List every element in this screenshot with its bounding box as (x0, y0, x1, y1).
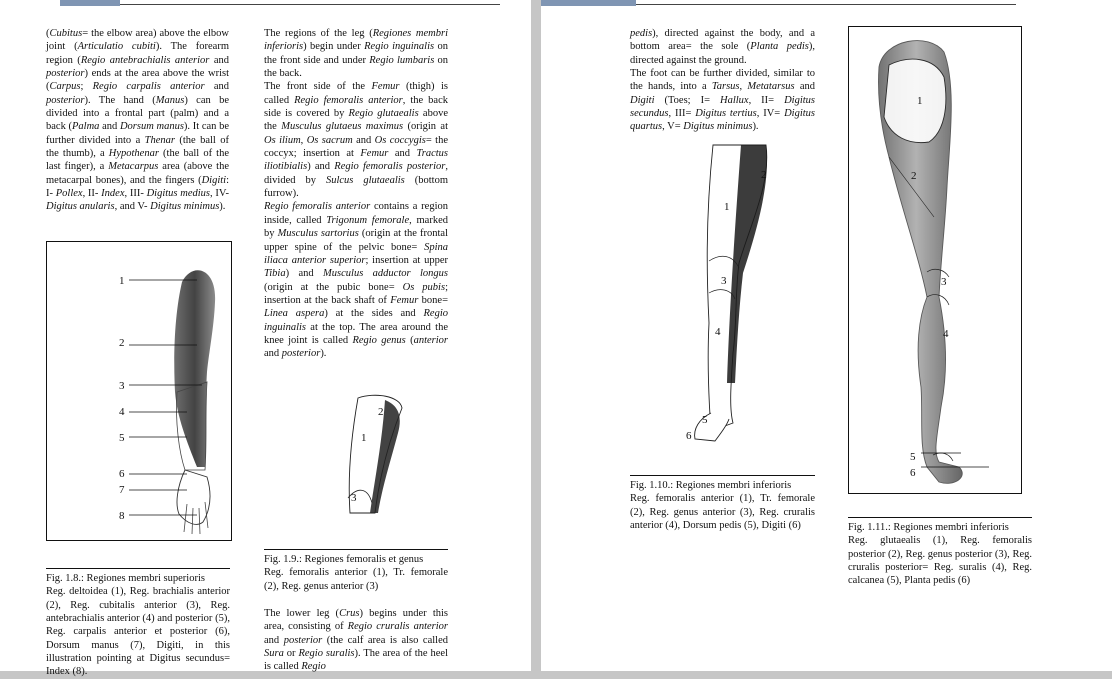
leg-back-illustration (849, 27, 1021, 493)
caption-rule (46, 568, 230, 569)
text-run: , (739, 81, 748, 93)
figure-1-8-caption (46, 568, 230, 679)
paragraph (264, 200, 448, 360)
paragraph (264, 80, 448, 200)
left-page (0, 0, 531, 678)
italic-term: Sulcus glutaealis (325, 174, 405, 186)
text-run: = the coccyx; insertion at (264, 134, 448, 160)
text-run: and (99, 121, 120, 133)
text-run: , the back side is covered by (264, 94, 449, 120)
text-run: ). The forearm region ( (46, 41, 229, 66)
text-run: ), directed against the body, and a bottom area= the sole ( (630, 28, 815, 53)
text-run: (Toes; I= (654, 94, 720, 106)
text-run: and (264, 348, 282, 360)
text-run: , III= (668, 108, 696, 120)
italic-term: Index (101, 188, 125, 200)
text-run: and (204, 81, 229, 93)
italic-term: Regio inguinalis (364, 41, 435, 53)
figure-label: 2 (378, 406, 384, 418)
header-tab (60, 0, 120, 6)
italic-term: Musculus sartorius (277, 228, 359, 240)
figure-label: 3 (721, 275, 727, 287)
left-column-2-bottom (264, 607, 448, 674)
hand-shape (177, 470, 210, 524)
text-run: ; (80, 81, 93, 93)
text-run: ) begin under (303, 41, 365, 53)
italic-term: Regio femoralis anterior (264, 201, 371, 213)
italic-term: Os coccygis (374, 134, 426, 146)
italic-term: Digitus tertius (695, 108, 757, 120)
text-run: or (283, 648, 299, 660)
text-run: , V= (662, 121, 684, 133)
text-run: and (352, 134, 375, 146)
paragraph (630, 67, 815, 134)
text-run: ). (219, 201, 226, 213)
italic-term: Crus (339, 608, 360, 619)
text-run: ) begins under this area, consisting of (264, 608, 448, 633)
caption-body: Reg. glutaealis (1), Reg. femoralis posterior (2), Reg. genus posterior (3), Reg. cruralis posterior= Reg. suralis (4), Reg. calcanea (5), Planta pedis (6) (848, 535, 1032, 587)
italic-term: Regio lumbaris (369, 54, 435, 66)
figure-label: 5 (119, 432, 125, 444)
italic-term: Spina iliaca anterior superior (264, 241, 448, 266)
figure-label: 5 (702, 414, 708, 426)
italic-term: Tarsus (711, 81, 740, 93)
italic-term: Regio femoralis posterior (334, 161, 446, 173)
text-run: (origin at the frontal upper spine of the pelvic bone= (264, 228, 448, 253)
right-column-1 (630, 27, 815, 134)
text-run: ) ends at the area above the wrist ( (46, 68, 229, 93)
text-run: ) and (285, 268, 324, 280)
text-run: , and V- (114, 201, 151, 213)
italic-term: Digiti (630, 94, 655, 106)
italic-term: Sura (264, 648, 284, 660)
figure-label: 3 (351, 492, 357, 504)
italic-term: Digitus medius (146, 188, 210, 200)
italic-term: Os pubis (402, 281, 446, 293)
italic-term: Carpus (49, 81, 81, 93)
text-run: The regions of the leg ( (264, 28, 373, 39)
text-run: (bottom furrow). (264, 174, 448, 200)
italic-term: Digiti (201, 174, 227, 186)
text-run: bone= (418, 294, 448, 306)
italic-term: Regio genus (352, 334, 406, 346)
italic-term: Regio femoralis anterior (294, 94, 403, 106)
text-run: ). The hand ( (84, 94, 156, 106)
italic-term: posterior (283, 634, 323, 646)
text-run: ( (46, 28, 50, 39)
text-run: at the top. The area around the knee joint is called (264, 321, 448, 346)
italic-term: Femur (360, 148, 389, 160)
italic-term: Metatarsus (747, 81, 795, 93)
caption-body: Reg. deltoidea (1), Reg. brachialis anterior (2), Reg. cubitalis anterior (3), Reg. antebrachialis anterior (4) and posterior (5), Reg. carpalis anterior et posterior (6), Dorsum manus (7), Digiti, in this illustration pointing at Digitus secundus= Index (8). (46, 586, 230, 678)
caption-title: Fig. 1.11.: Regiones membri inferioris (848, 522, 1009, 533)
text-run: area (above the metacarpal bones), and the fingers ( (46, 161, 230, 186)
header-rule (120, 0, 500, 5)
text-run: ; insertion at upper (365, 254, 448, 266)
figure-1-8 (46, 241, 232, 541)
text-run: ). (752, 121, 759, 133)
italic-term: posterior (281, 348, 321, 360)
right-page (541, 0, 1112, 671)
paragraph (630, 27, 815, 67)
figure-label: 2 (119, 337, 125, 349)
text-run: (thigh) is called (264, 81, 448, 106)
text-run: ). (320, 348, 327, 360)
italic-term: Linea aspera (264, 308, 325, 320)
figure-label: 6 (686, 430, 692, 442)
page-gutter (531, 0, 541, 671)
caption-rule (630, 475, 815, 476)
paragraph (264, 607, 448, 674)
arm-illustration (47, 242, 231, 540)
italic-term: Femur (390, 294, 419, 306)
italic-term: Digitus anularis (46, 201, 115, 213)
figure-label: 4 (943, 328, 949, 340)
figure-1-10 (671, 143, 781, 448)
text-run: , II- (82, 188, 102, 200)
figure-label: 6 (910, 467, 916, 479)
caption-body: Reg. femoralis anterior (1), Tr. femorale (2), Reg. genus anterior (3) (264, 567, 448, 592)
figure-label: 3 (941, 276, 947, 288)
italic-term: Digitus minimus (683, 121, 753, 133)
text-run: above the (264, 108, 448, 133)
text-run: ) can be divided into a frontal part (palm) and a back ( (46, 94, 229, 133)
text-run: , III- (124, 188, 147, 200)
thigh-illustration (330, 388, 410, 513)
italic-term: Palma (72, 121, 100, 133)
italic-term: Cubitus (49, 28, 83, 39)
figure-label: 7 (119, 484, 125, 496)
text-run: ). The area of the heel is called (264, 648, 449, 673)
italic-term: posterior (46, 68, 85, 80)
caption-title: Fig. 1.8.: Regiones membri superioris (46, 573, 205, 584)
text-run: (origin at the pubic bone= (264, 281, 403, 293)
italic-term: Regio suralis (298, 648, 355, 660)
italic-term: Trigonum femorale (326, 214, 410, 226)
arm-shape (174, 270, 215, 467)
text-run: ) and (307, 161, 335, 173)
italic-term: Regio cruralis anterior (347, 621, 448, 633)
figure-1-10-caption (630, 475, 815, 532)
italic-term: Thenar (144, 134, 175, 146)
text-run: , (300, 134, 307, 146)
text-run: on the front side and under (264, 41, 449, 66)
italic-term: Hallux (719, 94, 749, 106)
text-run: and (388, 148, 417, 160)
italic-term: Digitus secundus (630, 94, 815, 120)
text-run: , divided by (264, 161, 448, 186)
left-column-2 (264, 27, 448, 361)
italic-term: Hypothenar (108, 148, 159, 160)
italic-term: Regiones membri inferioris (264, 28, 448, 53)
italic-term: Digitus minimus (150, 201, 220, 213)
italic-term: Musculus glutaeus maximus (281, 121, 404, 133)
figure-label: 1 (361, 432, 367, 444)
text-run: contains a region inside, called (264, 201, 448, 226)
text-run: , IV= (756, 108, 785, 120)
text-run: ; insertion at the back shaft of (264, 281, 448, 306)
italic-term: anterior (413, 334, 448, 346)
text-run: = the elbow area) above the elbow joint ( (46, 28, 229, 53)
text-run: and (209, 54, 230, 66)
caption-title: Fig. 1.9.: Regiones femoralis et genus (264, 554, 424, 565)
italic-term: Digitus quartus (630, 108, 815, 133)
figure-1-11-caption (848, 517, 1032, 588)
figure-label: 1 (917, 95, 923, 107)
italic-term: Regio inguinalis (264, 308, 449, 333)
figure-label: 1 (119, 275, 125, 287)
italic-term: Musculus adductor longus (323, 268, 448, 280)
italic-term: Dorsum manus (119, 121, 184, 133)
figure-label: 2 (761, 169, 767, 181)
left-column-1 (46, 27, 229, 214)
italic-term: Tractus iliotibialis (264, 148, 448, 173)
text-run: , IV- (209, 188, 229, 200)
text-run: ) at the sides and (324, 308, 424, 320)
header-tab (541, 0, 636, 6)
figure-1-9 (330, 388, 410, 513)
figure-label: 8 (119, 510, 125, 522)
text-run: (the ball of the thumb), a (46, 134, 229, 160)
caption-rule (264, 549, 448, 550)
italic-term: Metacarpus (108, 161, 159, 173)
figure-label: 5 (910, 451, 916, 463)
italic-term: Pollex (55, 188, 83, 200)
italic-term: Tibia (264, 268, 286, 280)
figure-label: 4 (119, 406, 125, 418)
figure-label: 3 (119, 380, 125, 392)
figure-label: 1 (724, 201, 730, 213)
caption-body: Reg. femoralis anterior (1), Tr. femorale (2), Reg. genus anterior (3), Reg. cruralis anterior (4), Dorsum pedis (5), Digiti (6) (630, 493, 815, 532)
text-run: , II= (748, 94, 785, 106)
text-run: The foot can be further divided, similar to the hands, into a (630, 68, 815, 93)
header-rule (636, 0, 1016, 5)
text-run: (origin at (403, 121, 449, 133)
figure-1-9-caption (264, 549, 448, 593)
italic-term: Regio glutaealis (348, 108, 419, 120)
italic-term: Manus (155, 94, 185, 106)
italic-term: Planta pedis (750, 41, 809, 53)
figure-label: 6 (119, 468, 125, 480)
figure-1-11 (848, 26, 1022, 494)
text-run: : I- (46, 174, 229, 200)
text-run: (the ball of the last finger), a (46, 148, 229, 173)
figure-label: 4 (715, 326, 721, 338)
text-run: ). It can be further divided into a (46, 121, 229, 146)
italic-term: Femur (371, 81, 400, 93)
text-run: (the calf area is also called (322, 634, 448, 646)
text-run: and (264, 634, 284, 646)
figure-label: 2 (911, 170, 917, 182)
leg-front-illustration (671, 143, 781, 448)
text-run: , marked by (264, 214, 448, 240)
caption-rule (848, 517, 1032, 518)
paragraph (264, 27, 448, 80)
text-run: ), directed against the ground. (630, 41, 815, 66)
text-run: The lower leg ( (264, 608, 340, 619)
text-run: The front side of the (264, 81, 372, 93)
text-run: on the back. (264, 54, 448, 80)
italic-term: posterior (46, 94, 85, 106)
italic-term: Os ilium (264, 134, 301, 146)
italic-term: pedis (630, 28, 653, 39)
paragraph (46, 27, 229, 214)
italic-term: Regio antebrachialis anterior (80, 54, 210, 66)
italic-term: Os sacrum (306, 134, 353, 146)
italic-term: Regio (301, 661, 326, 673)
text-run: and (794, 81, 815, 93)
italic-term: Articulatio cubiti (77, 41, 156, 53)
caption-title: Fig. 1.10.: Regiones membri inferioris (630, 480, 792, 491)
text-run: ( (405, 334, 414, 346)
italic-term: Regio carpalis anterior (92, 81, 205, 93)
